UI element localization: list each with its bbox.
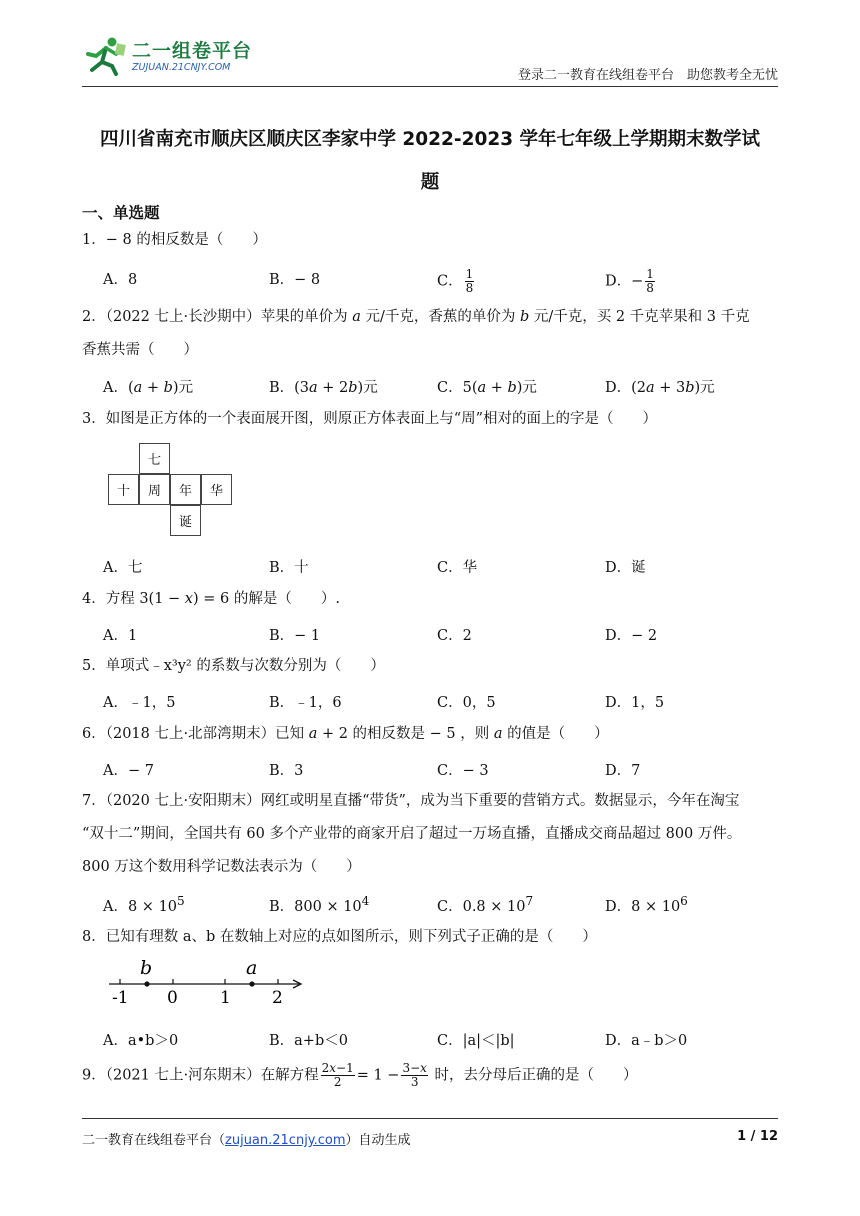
question-9-suffix: 时，去分母后正确的是（ ） [429, 1067, 638, 1084]
question-1 [82, 231, 778, 250]
question-7-stem-line-3: 800 万这个数用科学记数法表示为（ ） [82, 859, 361, 875]
page-number: 1 / 12 [737, 1129, 778, 1144]
question-7-stem-line-1: 7．（2020 七上·安阳期末）网红或明星直播“带货”，成为当下重要的营销方式。数据显示，今年在淘宝 [82, 793, 740, 809]
point-b-label: b [140, 958, 153, 979]
point-a-label: a [246, 958, 258, 979]
option-c-prefix: C． [437, 273, 463, 290]
option-a[interactable]: A．1 [103, 628, 138, 644]
fraction [321, 1062, 355, 1089]
question-2-stem-line-1: 2．（2022 七上·长沙期中）苹果的单价为 𝑎 元/千克，香蕉的单价为 𝑏 元/千克，买 2 千克苹果和 3 千克 [82, 309, 750, 325]
page-title [82, 118, 778, 204]
logo[interactable] [82, 36, 252, 76]
option-a[interactable] [103, 894, 185, 916]
footer-prefix: 二一教育在线组卷平台（ [82, 1133, 226, 1148]
denominator: 3 [410, 1075, 419, 1089]
option-c[interactable]: C．2 [437, 628, 472, 644]
option-d[interactable]: D．(2𝑎 + 3𝑏)元 [605, 380, 715, 396]
option-a-base: A．8 × 10 [103, 898, 178, 915]
net-cell: 华 [201, 474, 232, 505]
option-c[interactable] [437, 894, 533, 916]
net-cell: 诞 [170, 505, 201, 536]
question-7-stem-line-2: “双十二”期间，全国共有 60 多个产业带的商家开启了超过一万场直播，直播成交商品超过 800 万件。 [82, 826, 742, 842]
exponent: 6 [680, 894, 688, 908]
footer-credit [82, 1129, 411, 1148]
question-5-stem: 5．单项式﹣x³y² 的系数与次数分别为（ ） [82, 658, 385, 674]
option-b[interactable]: B．十 [269, 560, 309, 576]
axis-label: 1 [220, 988, 231, 1008]
option-d[interactable]: D．a﹣b＞0 [605, 1033, 688, 1049]
exponent: 4 [361, 894, 370, 908]
equation-middle: = 1 − [356, 1067, 400, 1084]
numerator: 1 [646, 267, 654, 281]
option-a[interactable]: A．a•b＞0 [103, 1033, 179, 1049]
axis-label: 2 [272, 988, 283, 1008]
question-9 [82, 1062, 778, 1089]
option-d[interactable] [605, 894, 688, 916]
numerator: 3−𝑥 [402, 1061, 427, 1075]
question-1-stem: 1．− 8 的相反数是（ ） [82, 232, 267, 248]
option-c[interactable] [437, 268, 476, 295]
option-b[interactable]: B．a+b＜0 [269, 1033, 348, 1049]
numerator: 1 [465, 267, 474, 281]
option-c[interactable]: C．|a|＜|b| [437, 1033, 515, 1049]
question-4 [82, 590, 778, 609]
option-c[interactable]: C．华 [437, 560, 478, 576]
option-b[interactable]: B．3 [269, 763, 304, 779]
option-c[interactable]: C．5(𝑎 + 𝑏)元 [437, 380, 537, 396]
option-d[interactable] [605, 268, 657, 295]
option-b[interactable]: B．(3𝑎 + 2𝑏)元 [269, 380, 378, 396]
net-cell: 周 [139, 474, 170, 505]
option-d-base: D．8 × 10 [605, 898, 681, 915]
option-d-prefix: D．− [605, 273, 644, 290]
question-6-stem: 6．（2018 七上·北部湾期末）已知 𝑎 + 2 的相反数是 − 5 ，则 𝑎 的值是（ ） [82, 726, 609, 742]
logo-url: ZUJUAN.21CNJY.COM [132, 61, 231, 73]
exponent: 7 [525, 894, 534, 908]
logo-name: 二一组卷平台 [132, 39, 253, 62]
runner-logo-icon [82, 36, 126, 76]
option-d[interactable]: D．诞 [605, 560, 646, 576]
axis-label: 0 [167, 988, 178, 1008]
question-5 [82, 657, 778, 676]
header-slogan: 登录二一教育在线组卷平台 助您教考全无忧 [517, 68, 778, 83]
question-2 [82, 308, 778, 360]
exponent: 5 [177, 894, 185, 908]
option-b[interactable]: B．﹣1，6 [269, 695, 342, 711]
question-9-prefix: 9．（2021 七上·河东期末）在解方程 [82, 1067, 319, 1084]
question-3 [82, 410, 778, 429]
fraction [401, 1062, 427, 1089]
point-b-dot [144, 981, 149, 986]
option-d[interactable]: D．− 2 [605, 628, 658, 644]
page-header [82, 30, 778, 87]
question-9-stem [82, 1062, 778, 1089]
question-3-stem: 3．如图是正方体的一个表面展开图，则原正方体表面上与“周”相对的面上的字是（ ） [82, 411, 658, 427]
question-6 [82, 725, 778, 744]
option-b[interactable]: B．− 8 [269, 272, 321, 288]
title-line-2: 题 [420, 172, 440, 193]
number-line-figure [103, 958, 313, 1014]
question-7 [82, 792, 778, 877]
net-cell: 十 [108, 474, 139, 505]
question-8-stem: 8．已知有理数 a、b 在数轴上对应的点如图所示，则下列式子正确的是（ ） [82, 929, 597, 945]
page-footer [82, 1118, 778, 1149]
point-a-dot [249, 981, 254, 986]
denominator: 8 [465, 281, 474, 295]
option-d[interactable]: D．1，5 [605, 695, 665, 711]
question-8 [82, 928, 778, 947]
option-c-base: C．0.8 × 10 [437, 898, 526, 915]
option-d[interactable]: D．7 [605, 763, 641, 779]
section-heading: 一、单选题 [82, 204, 160, 222]
option-a[interactable]: A．﹣1，5 [103, 695, 176, 711]
option-c[interactable]: C．− 3 [437, 763, 489, 779]
option-a[interactable]: A．七 [103, 560, 143, 576]
net-cell: 年 [170, 474, 201, 505]
fraction [645, 268, 655, 295]
question-2-stem-line-2: 香蕉共需（ ） [82, 342, 198, 358]
option-c[interactable]: C．0，5 [437, 695, 496, 711]
option-a[interactable]: A．8 [103, 272, 138, 288]
footer-link[interactable]: zujuan.21cnjy.com [225, 1133, 346, 1148]
denominator: 2 [333, 1075, 342, 1089]
fraction [465, 268, 475, 295]
denominator: 8 [646, 281, 654, 295]
option-b[interactable] [269, 894, 369, 916]
option-b[interactable]: B．− 1 [269, 628, 321, 644]
option-a[interactable]: A．− 7 [103, 763, 154, 779]
question-4-stem: 4．方程 3(1 − 𝑥) = 6 的解是（ ）. [82, 591, 340, 607]
axis-label: -1 [112, 988, 129, 1008]
footer-suffix: ）自动生成 [345, 1133, 411, 1148]
option-a[interactable]: A．(𝑎 + 𝑏)元 [103, 380, 194, 396]
net-cell: 七 [139, 443, 170, 474]
option-b-base: B．800 × 10 [269, 898, 362, 915]
numerator: 2𝑥−1 [321, 1061, 354, 1075]
title-line-1: 四川省南充市顺庆区顺庆区李家中学 2022-2023 学年七年级上学期期末数学试 [99, 129, 761, 150]
